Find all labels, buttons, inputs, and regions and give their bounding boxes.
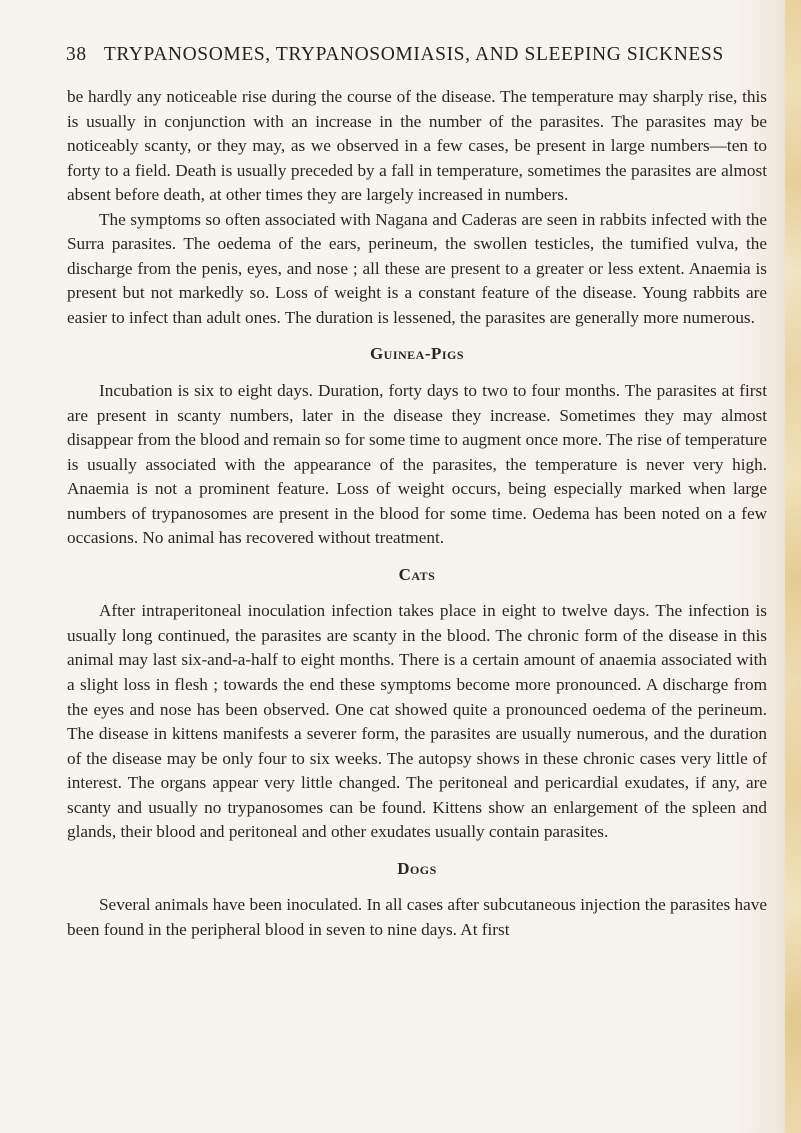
section-heading-cats: Cats — [398, 564, 436, 584]
section-heading-guinea-pigs: Guinea-Pigs — [369, 344, 465, 364]
page-edge-shading — [785, 0, 801, 1133]
page-number: 38 — [66, 44, 87, 65]
body-text — [67, 85, 767, 943]
paragraph-continuation: be hardly any noticeable rise during the course of the disease. The temperature may sharply rise, this is usually in conjunction with an increase in the number of the parasites. The parasites may be noticeably scanty, or they may, as we observed in a few cases, be present in large numbers—ten to forty to a field. Death is usually preceded by a fall in temperature, sometimes the parasites are almost absent before death, at other times they are largely increased in numbers. — [67, 87, 767, 205]
paragraph-rabbits-symptoms: The symptoms so often associated with Nagana and Caderas are seen in rabbits infected with the Surra parasites. The oedema of the ears, perineum, the swollen testicles, the tumified vulva, the discharge from the penis, eyes, and nose ; all these are present to a greater or less extent. Anaemia is present but not markedly so. Loss of weight is a constant feature of the disease. Young rabbits are easier to infect than adult ones. The duration is lessened, the parasites are generally more numerous. — [67, 209, 767, 327]
running-head — [66, 44, 766, 66]
section-heading-dogs: Dogs — [397, 858, 437, 878]
paragraph-dogs: Several animals have been inoculated. In all cases after subcutaneous injection the parasites have been found in the peripheral blood in seven to nine days. At first — [67, 895, 767, 939]
paragraph-cats: After intraperitoneal inoculation infection takes place in eight to twelve days. The infection is usually long continued, the parasites are scanty in the blood. The chronic form of the disease in this animal may last six-and-a-half to eight months. There is a certain amount of anaemia associated with a slight loss in flesh ; towards the end these symptoms become more pronounced. A discharge from the eyes and nose has been observed. One cat showed quite a pronounced oedema of the perineum. The disease in kittens manifests a severer form, the parasites are usually numerous, and the duration of the disease may be only four to six weeks. The autopsy shows in these chronic cases very little of interest. The organs appear very little changed. The peritoneal and pericardial exudates, if any, are scanty and usually no trypanosomes can be found. Kittens show an enlargement of the spleen and glands, their blood and peritoneal and other exudates usually contain parasites. — [67, 601, 767, 842]
running-title: TRYPANOSOMES, TRYPANOSOMIASIS, AND SLEEPING SICKNESS — [103, 44, 724, 65]
paragraph-guinea-pigs: Incubation is six to eight days. Duration, forty days to two to four months. The parasites at first are present in scanty numbers, later in the disease they increase. Sometimes they may almost disappear from the blood and remain so for some time to augment once more. The rise of temperature is usually associated with the appearance of the parasites, the temperature is never very high. Anaemia is not a prominent feature. Loss of weight occurs, being especially marked when large numbers of trypanosomes are present in the blood for some time. Oedema has been noted on a few occasions. No animal has recovered without treatment. — [67, 381, 767, 548]
